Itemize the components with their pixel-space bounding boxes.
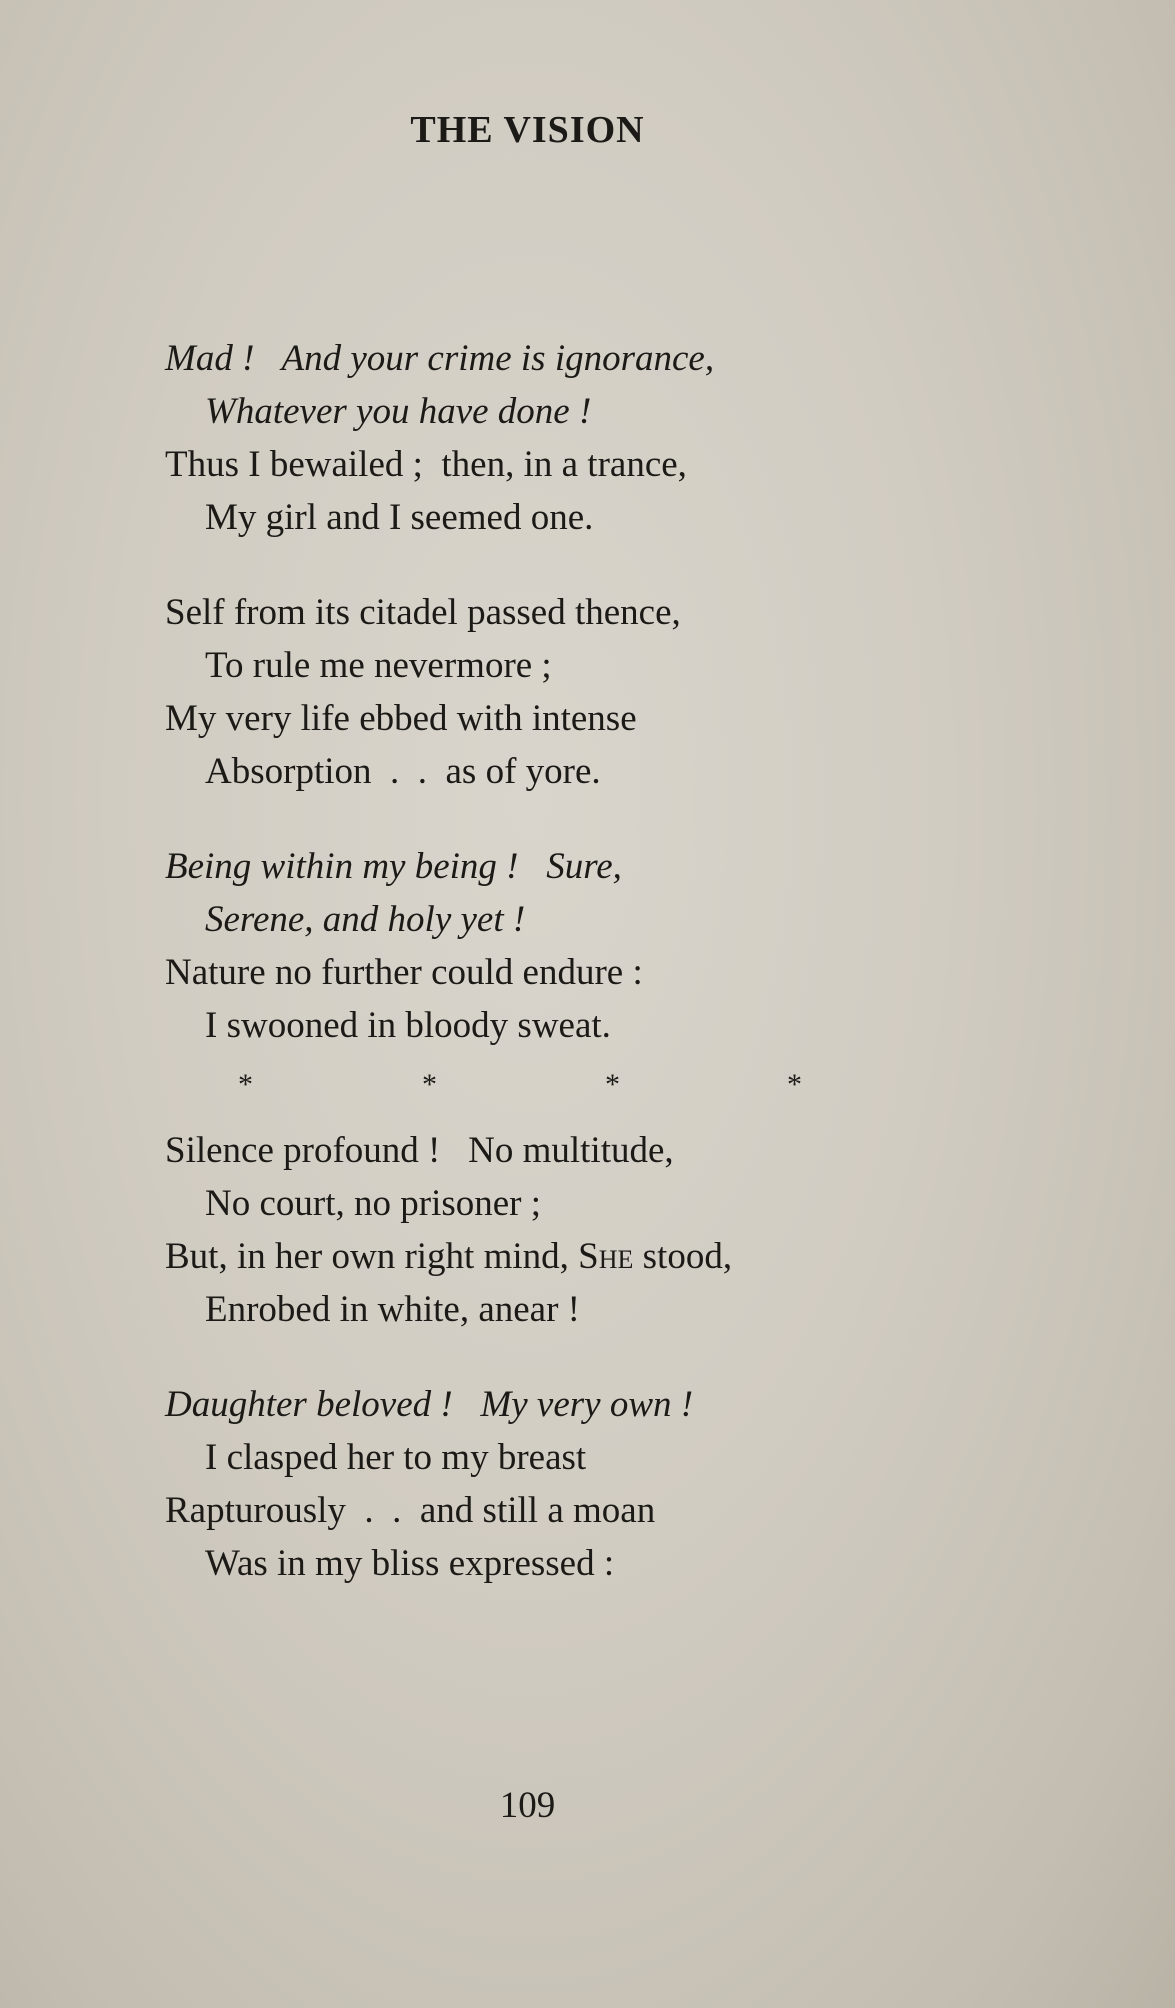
poem-line: Enrobed in white, anear !	[205, 1289, 580, 1330]
poem-line: Absorption . . as of yore.	[205, 751, 601, 792]
poem-line: Rapturously . . and still a moan	[165, 1490, 656, 1531]
poem-line: Daughter beloved ! My very own !	[165, 1384, 694, 1425]
asterisk: *	[605, 1068, 620, 1101]
poem-line: No court, no prisoner ;	[205, 1183, 542, 1224]
poem-line: My very life ebbed with intense	[165, 698, 637, 739]
poem-line: My girl and I seemed one.	[205, 497, 594, 538]
stanza-3	[165, 840, 1065, 1052]
poem-line: Was in my bliss expressed :	[205, 1543, 615, 1584]
poem-line	[165, 1230, 1065, 1283]
poem-body	[165, 332, 1065, 1632]
poem-line: I clasped her to my breast	[205, 1437, 587, 1478]
poem-line: Mad ! And your crime is ignorance,	[165, 338, 715, 379]
poem-line: Thus I bewailed ; then, in a trance,	[165, 444, 687, 485]
poem-line: Self from its citadel passed thence,	[165, 592, 681, 633]
page-number: 109	[499, 1785, 556, 1826]
running-title: THE VISION	[410, 109, 645, 151]
stanza-5	[165, 1378, 1065, 1590]
stanza-2	[165, 586, 1065, 798]
stanza-1	[165, 332, 1065, 544]
line-smallcaps-word: She	[578, 1236, 634, 1277]
line-text: But, in her own right mind,	[165, 1236, 579, 1277]
section-separator	[165, 1060, 1065, 1118]
poem-line: I swooned in bloody sweat.	[205, 1005, 611, 1046]
asterisk: *	[787, 1068, 802, 1101]
poem-line: Whatever you have done !	[205, 391, 592, 432]
poem-line: Being within my being ! Sure,	[165, 846, 622, 887]
asterisk: *	[238, 1068, 253, 1101]
poem-line: Silence profound ! No multitude,	[165, 1130, 674, 1171]
line-text: stood,	[633, 1236, 733, 1277]
asterisk: *	[422, 1068, 437, 1101]
poem-line: Serene, and holy yet !	[205, 899, 526, 940]
stanza-4	[165, 1124, 1065, 1336]
poem-line: To rule me nevermore ;	[205, 645, 552, 686]
poem-line: Nature no further could endure :	[165, 952, 643, 993]
